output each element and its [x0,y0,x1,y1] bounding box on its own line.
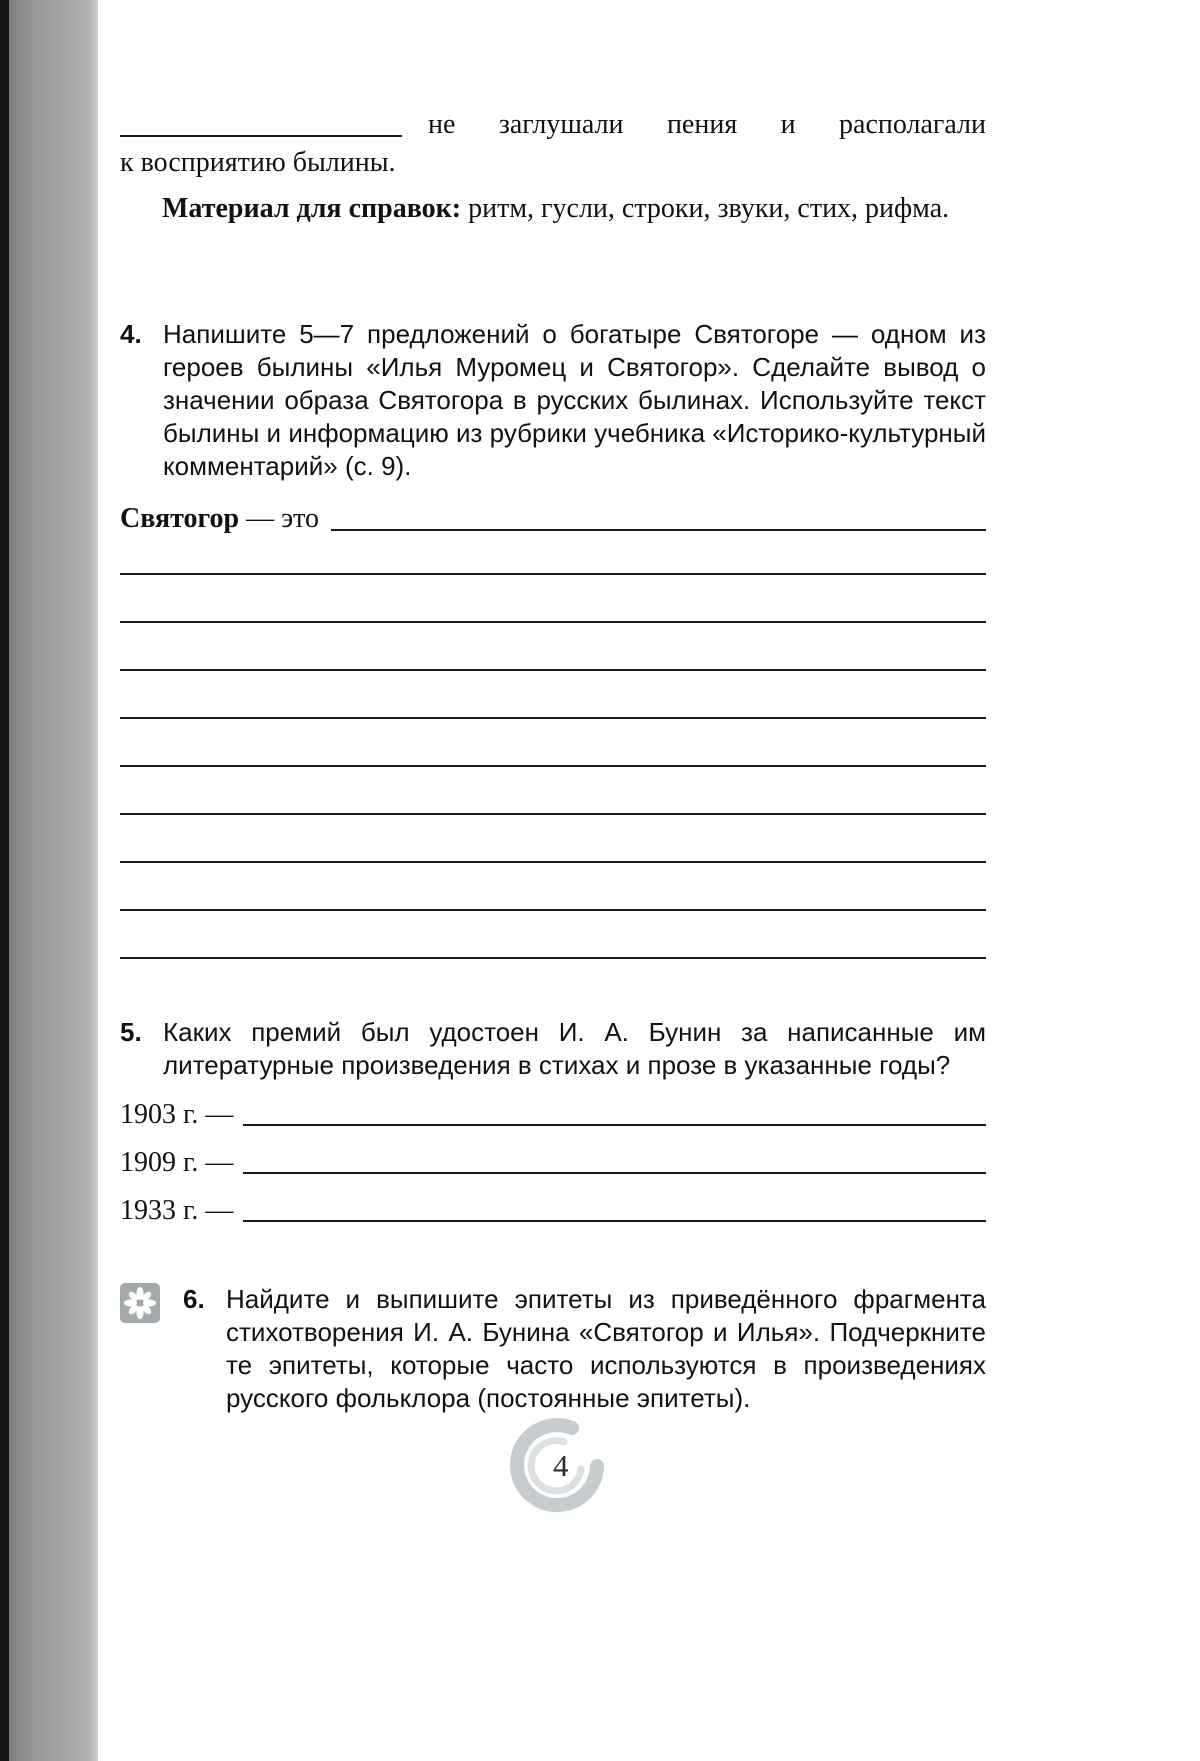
answer-line [120,719,986,767]
task4-text: Напишите 5—7 предложений о богатыре Святогоре — одном из героев былины «Илья Муромец и Святогор». Сделайте вывод о значении образа Святогора в русских былинах. Используйте текст былины и информацию из рубрики учебника «Историко-культурный комментарий» (с. 9). [163,319,986,481]
answer-lines-block [120,527,986,959]
page-footer [120,1415,986,1517]
year-label: 1903 г. — [120,1099,234,1130]
task-5 [120,1016,986,1082]
snowflake-icon [120,1283,160,1323]
task6-number: 6. [183,1284,205,1314]
answer-blank-line [243,1124,986,1126]
answer-blank-line [243,1172,986,1174]
page-number-decoration [498,1415,608,1517]
year-label: 1933 г. — [120,1195,234,1226]
task4-number: 4. [120,319,142,349]
reference-section [120,190,986,228]
year-row-1909 [120,1134,986,1182]
task5-text: Каких премий был удостоен И. А. Бунин за написанные им литературные произведения в стихах и прозе в указанные годы? [163,1017,986,1080]
page-number: 4 [552,1448,569,1483]
answer-line [120,767,986,815]
intro-section [120,106,986,182]
task-6-section [120,1283,986,1415]
task-5-section [120,1016,986,1082]
page-gutter-shading [9,0,98,1761]
task4-answer-label-bold: Святогор [120,503,240,534]
answer-line [120,911,986,959]
task-4-section [120,318,986,483]
book-spine-edge [0,0,9,1761]
answer-blank-line [120,135,402,137]
reference-paragraph [120,190,986,228]
task-4 [120,318,986,483]
task-6 [120,1283,986,1415]
answer-line [120,575,986,623]
answer-blank-line [243,1220,986,1222]
task6-text: Найдите и выпишите эпитеты из приведённого фрагмента стихотворения И. А. Бунина «Святогор и Илья». Подчеркните те эпитеты, которые часто используются в произведениях русского фольклора (постоянные эпитеты). [226,1284,986,1413]
answer-line [120,527,986,575]
intro-text-line1: не заглушали пения и располагали [428,109,986,140]
answer-line [120,623,986,671]
intro-text-line2: к восприятию былины. [120,147,396,178]
task5-years-block [120,1086,986,1230]
reference-label: Материал для справок: [162,193,462,224]
year-label: 1909 г. — [120,1147,234,1178]
reference-items: ритм, гусли, строки, звуки, стих, рифма. [468,193,950,224]
answer-line [120,815,986,863]
task5-number: 5. [120,1017,142,1047]
task4-answer-label-rest: — это [239,503,319,534]
year-row-1903 [120,1086,986,1134]
intro-fill-row [120,106,986,144]
year-row-1933 [120,1182,986,1230]
answer-line [120,863,986,911]
answer-line [120,671,986,719]
